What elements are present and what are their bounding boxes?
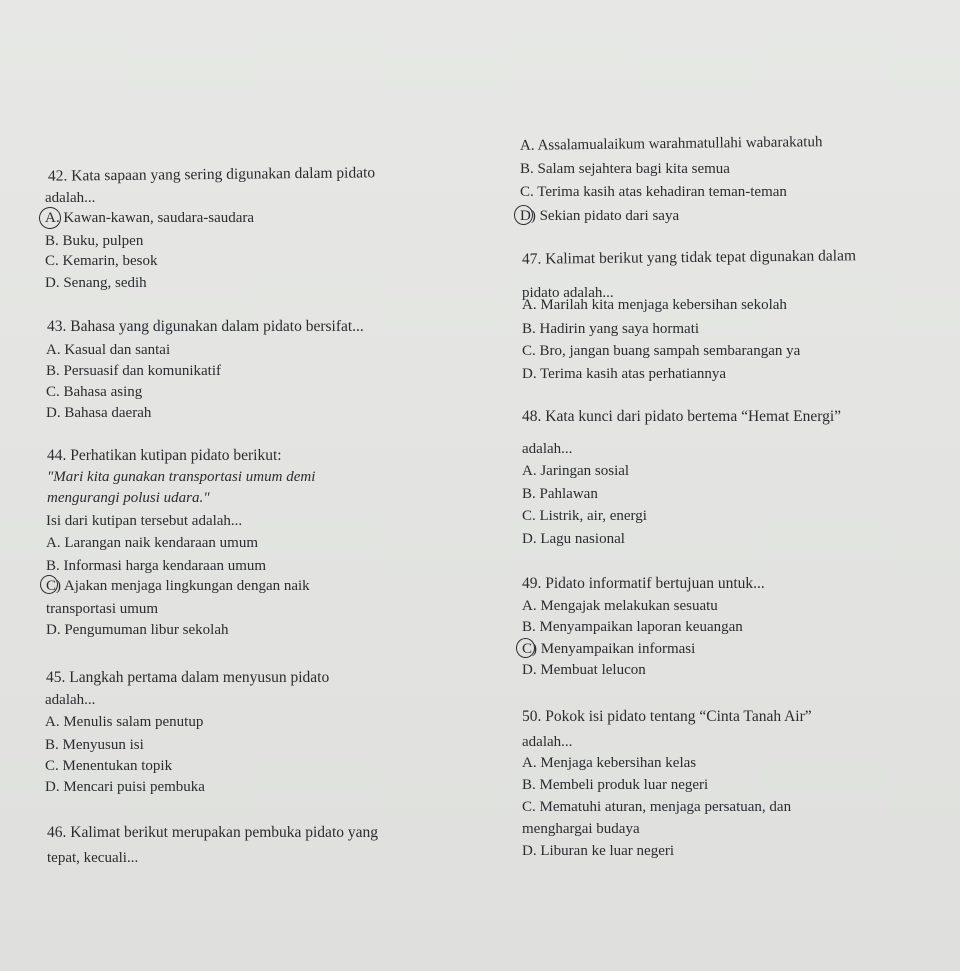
q49-stem: 49. Pidato informatif bertujuan untuk...	[522, 575, 765, 592]
q44-question: Isi dari kutipan tersebut adalah...	[46, 513, 243, 529]
q45-stem: 45. Langkah pertama dalam menyusun pidato	[46, 669, 330, 686]
q44-quote: "Mari kita gunakan transportasi umum demi	[47, 469, 316, 485]
q45-option-b: B. Menyusun isi	[45, 737, 144, 753]
q47-option-b: B. Hadirin yang saya hormati	[522, 321, 700, 337]
q45-option-d: D. Mencari puisi pembuka	[45, 779, 205, 795]
q44-option-b: B. Informasi harga kendaraan umum	[46, 558, 267, 574]
q43-option-c: C. Bahasa asing	[46, 384, 143, 400]
q47-stem-cont: pidato adalah...	[522, 285, 614, 301]
q42-option-d: D. Senang, sedih	[45, 275, 147, 291]
q48-stem: 48. Kata kunci dari pidato bertema “Hemat Energi”	[522, 408, 842, 425]
q44-option-d: D. Pengumuman libur sekolah	[46, 622, 229, 638]
q42-stem-cont: adalah...	[45, 190, 96, 206]
q43-stem: 43. Bahasa yang digunakan dalam pidato bersifat...	[47, 318, 364, 335]
answer-circle-q49	[516, 638, 535, 658]
q47-option-c: C. Bro, jangan buang sampah sembarangan ya	[522, 343, 801, 359]
q47-stem: 47. Kalimat berikut yang tidak tepat digunakan dalam	[521, 247, 857, 268]
q42-option-b: B. Buku, pulpen	[45, 233, 144, 249]
q50-option-b: B. Membeli produk luar negeri	[522, 777, 709, 793]
q46-option-c: C. Terima kasih atas kehadiran teman-teman	[520, 184, 787, 200]
q47-option-d: D. Terima kasih atas perhatiannya	[522, 366, 727, 382]
q48-option-b: B. Pahlawan	[522, 486, 598, 502]
q49-option-c: C) Menyampaikan informasi	[522, 641, 696, 657]
q50-stem-cont: adalah...	[522, 734, 573, 750]
q50-option-c-cont: menghargai budaya	[522, 821, 640, 837]
q48-stem-cont: adalah...	[522, 441, 573, 457]
q45-option-a: A. Menulis salam penutup	[45, 714, 204, 730]
q44-option-c: C) Ajakan menjaga lingkungan dengan naik	[46, 578, 310, 594]
q46-option-a: A. Assalamualaikum warahmatullahi wabarakatuh	[519, 134, 823, 154]
q44-option-c-cont: transportasi umum	[46, 601, 159, 617]
q44-option-a: A. Larangan naik kendaraan umum	[46, 535, 258, 551]
q50-option-d: D. Liburan ke luar negeri	[522, 843, 675, 859]
q46-option-b: B. Salam sejahtera bagi kita semua	[520, 161, 730, 177]
answer-circle-q44	[40, 575, 58, 594]
q49-option-a: A. Mengajak melakukan sesuatu	[522, 598, 718, 614]
q45-option-c: C. Menentukan topik	[45, 758, 173, 774]
q46-stem-cont: tepat, kecuali...	[47, 850, 139, 866]
q50-stem: 50. Pokok isi pidato tentang “Cinta Tanah Air”	[522, 708, 812, 725]
q43-option-b: B. Persuasif dan komunikatif	[46, 363, 221, 379]
q50-option-c: C. Mematuhi aturan, menjaga persatuan, dan	[522, 799, 792, 815]
q43-option-a: A. Kasual dan santai	[46, 342, 171, 358]
q48-option-d: D. Lagu nasional	[522, 531, 625, 547]
q42-option-a: A. Kawan-kawan, saudara-saudara	[45, 210, 255, 226]
q44-stem: 44. Perhatikan kutipan pidato berikut:	[47, 447, 282, 464]
q46-option-d: D) Sekian pidato dari saya	[520, 208, 680, 224]
q44-quote-cont: mengurangi polusi udara."	[47, 490, 210, 506]
q47-option-a: A. Marilah kita menjaga kebersihan sekolah	[522, 297, 787, 313]
q50-option-a: A. Menjaga kebersihan kelas	[522, 755, 697, 771]
answer-circle-q46	[514, 205, 533, 225]
q46-stem: 46. Kalimat berikut merupakan pembuka pidato yang	[47, 824, 379, 841]
q42-option-c: C. Kemarin, besok	[45, 253, 158, 269]
q48-option-c: C. Listrik, air, energi	[522, 508, 647, 524]
q43-option-d: D. Bahasa daerah	[46, 405, 152, 421]
q49-option-d: D. Membuat lelucon	[522, 662, 646, 678]
q49-option-b: B. Menyampaikan laporan keuangan	[522, 619, 743, 635]
q42-stem: 42. Kata sapaan yang sering digunakan dalam pidato	[47, 164, 376, 185]
q45-stem-cont: adalah...	[45, 692, 96, 708]
q48-option-a: A. Jaringan sosial	[522, 463, 630, 479]
